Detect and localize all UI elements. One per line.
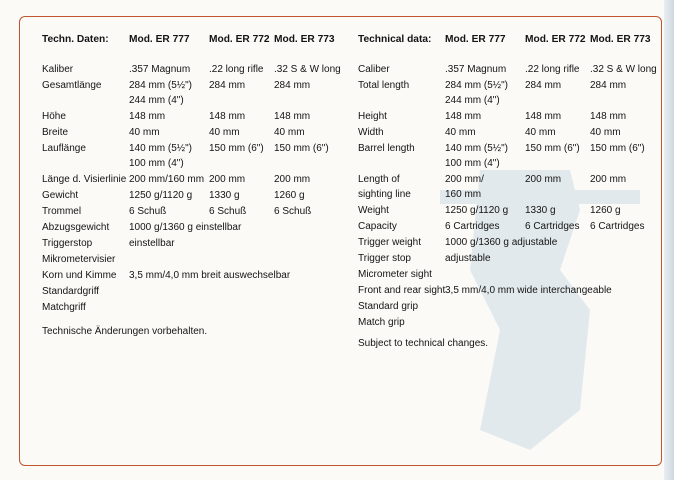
spec-label: Trigger stop	[358, 253, 411, 264]
spec-value: 148 mm	[445, 111, 482, 122]
spec-value: 200 mm	[274, 174, 311, 185]
table-row	[358, 251, 658, 267]
table-row	[358, 283, 658, 299]
spec-value: .32 S & W long	[590, 64, 657, 75]
spec-label: Korn und Kimme	[42, 270, 117, 281]
spec-value: 1330 g	[209, 190, 240, 201]
spec-label: Lauflänge	[42, 143, 86, 154]
table-row	[358, 78, 658, 109]
table-title: Technical data:	[358, 34, 432, 45]
table-row	[358, 172, 658, 203]
spec-label: Länge d. Visierlinie	[42, 174, 127, 185]
spec-value: .22 long rifle	[209, 64, 264, 75]
spec-value: 284 mm	[274, 80, 311, 91]
spec-value: 6 Schuß	[274, 206, 312, 217]
spec-label: Height	[358, 111, 387, 122]
table-row	[42, 236, 342, 252]
table-row	[358, 203, 658, 219]
table-row	[358, 235, 658, 251]
spec-value: 284 mm (5½") 244 mm (4")	[445, 80, 509, 106]
table-row	[42, 188, 342, 204]
spec-value: 40 mm	[209, 127, 240, 138]
spec-value: 40 mm	[525, 127, 556, 138]
spec-label: Mikrometervisier	[42, 254, 116, 265]
spec-value: 140 mm (5½") 100 mm (4")	[129, 143, 193, 169]
spec-label: Standardgriff	[42, 286, 100, 297]
table-row	[358, 315, 658, 331]
model-header: Mod. ER 777	[129, 34, 190, 45]
spec-value: 6 Schuß	[129, 206, 167, 217]
table-header-row	[42, 32, 342, 62]
spec-value: 150 mm (6")	[209, 143, 264, 154]
german-disclaimer: Technische Änderungen vorbehalten.	[42, 326, 208, 337]
table-row	[42, 284, 342, 300]
spec-value: .32 S & W long	[274, 64, 341, 75]
spec-value: 40 mm	[590, 127, 621, 138]
spec-label: Barrel length	[358, 143, 415, 154]
model-header: Mod. ER 777	[445, 34, 506, 45]
spec-value: 148 mm	[525, 111, 562, 122]
spec-label: Caliber	[358, 64, 390, 75]
spec-value: einstellbar	[129, 238, 175, 249]
table-row	[358, 62, 658, 78]
table-row	[42, 62, 342, 78]
spec-label: Abzugsgewicht	[42, 222, 110, 233]
spec-value: 40 mm	[129, 127, 160, 138]
table-row	[358, 267, 658, 283]
table-row	[42, 252, 342, 268]
model-header: Mod. ER 772	[209, 34, 270, 45]
table-row	[42, 172, 342, 188]
spec-value: 284 mm	[525, 80, 562, 91]
table-header-row	[358, 32, 658, 62]
spec-value: 150 mm (6")	[525, 143, 580, 154]
table-row	[42, 268, 342, 284]
spec-value: 148 mm	[129, 111, 166, 122]
spec-label: Capacity	[358, 221, 397, 232]
spec-value: 200 mm/160 mm	[129, 174, 205, 185]
spec-value: 6 Schuß	[209, 206, 247, 217]
table-row	[42, 109, 342, 125]
english-disclaimer: Subject to technical changes.	[358, 338, 489, 349]
spec-value: 3,5 mm/4,0 mm breit auswechselbar	[129, 270, 291, 281]
model-header: Mod. ER 773	[274, 34, 335, 45]
spec-value: 150 mm (6")	[590, 143, 645, 154]
spec-label: Triggerstop	[42, 238, 93, 249]
spec-label: Matchgriff	[42, 302, 86, 313]
spec-value: 284 mm	[209, 80, 246, 91]
spec-value: 200 mm	[525, 174, 562, 185]
spec-value: 40 mm	[274, 127, 305, 138]
table-row	[42, 204, 342, 220]
table-title: Techn. Daten:	[42, 34, 109, 45]
spec-label: Trigger weight	[358, 237, 421, 248]
spec-value: 1330 g	[525, 205, 556, 216]
spec-label: Gesamtlänge	[42, 80, 102, 91]
spec-value: 284 mm	[590, 80, 627, 91]
spec-value: 1000 g/1360 g adjustable	[445, 237, 558, 248]
model-header: Mod. ER 773	[590, 34, 651, 45]
spec-value: 200 mm	[590, 174, 627, 185]
spec-label: Micrometer sight	[358, 269, 432, 280]
spec-label: Breite	[42, 127, 69, 138]
english-spec-table	[358, 32, 658, 331]
spec-value: 148 mm	[209, 111, 246, 122]
spec-label: Length of sighting line	[358, 174, 411, 200]
spec-value: 6 Cartridges	[590, 221, 645, 232]
spec-value: 1260 g	[590, 205, 621, 216]
spec-value: 1250 g/1120 g	[129, 190, 193, 201]
spec-value: 6 Cartridges	[445, 221, 500, 232]
german-spec-table	[42, 32, 342, 316]
spec-label: Trommel	[42, 206, 82, 217]
spec-value: .357 Magnum	[445, 64, 507, 75]
spec-label: Gewicht	[42, 190, 79, 201]
spec-value: 200 mm/ 160 mm	[445, 174, 484, 200]
spec-label: Standard grip	[358, 301, 419, 312]
spec-value: 1000 g/1360 g einstellbar	[129, 222, 242, 233]
spec-value: 150 mm (6")	[274, 143, 329, 154]
spec-label: Kaliber	[42, 64, 74, 75]
table-row	[42, 141, 342, 172]
table-row	[42, 300, 342, 316]
spec-label: Höhe	[42, 111, 66, 122]
page-edge-shadow	[664, 0, 674, 480]
spec-value: .357 Magnum	[129, 64, 191, 75]
table-row	[42, 125, 342, 141]
table-row	[358, 109, 658, 125]
spec-value: 148 mm	[590, 111, 627, 122]
table-row	[358, 125, 658, 141]
spec-label: Match grip	[358, 317, 405, 328]
spec-value: 3,5 mm/4,0 mm wide interchangeable	[445, 285, 612, 296]
spec-value: 148 mm	[274, 111, 311, 122]
spec-value: adjustable	[445, 253, 491, 264]
spec-value: 1260 g	[274, 190, 305, 201]
spec-label: Total length	[358, 80, 410, 91]
spec-value: 200 mm	[209, 174, 246, 185]
spec-value: 284 mm (5½") 244 mm (4")	[129, 80, 193, 106]
spec-value: 140 mm (5½") 100 mm (4")	[445, 143, 509, 169]
table-row	[358, 299, 658, 315]
spec-label: Front and rear sight	[358, 285, 446, 296]
model-header: Mod. ER 772	[525, 34, 586, 45]
spec-value: 1250 g/1120 g	[445, 205, 509, 216]
table-row	[358, 141, 658, 172]
spec-label: Weight	[358, 205, 389, 216]
spec-value: 6 Cartridges	[525, 221, 580, 232]
spec-label: Width	[358, 127, 384, 138]
spec-value: 40 mm	[445, 127, 476, 138]
table-row	[42, 220, 342, 236]
spec-value: .22 long rifle	[525, 64, 580, 75]
table-row	[42, 78, 342, 109]
table-row	[358, 219, 658, 235]
